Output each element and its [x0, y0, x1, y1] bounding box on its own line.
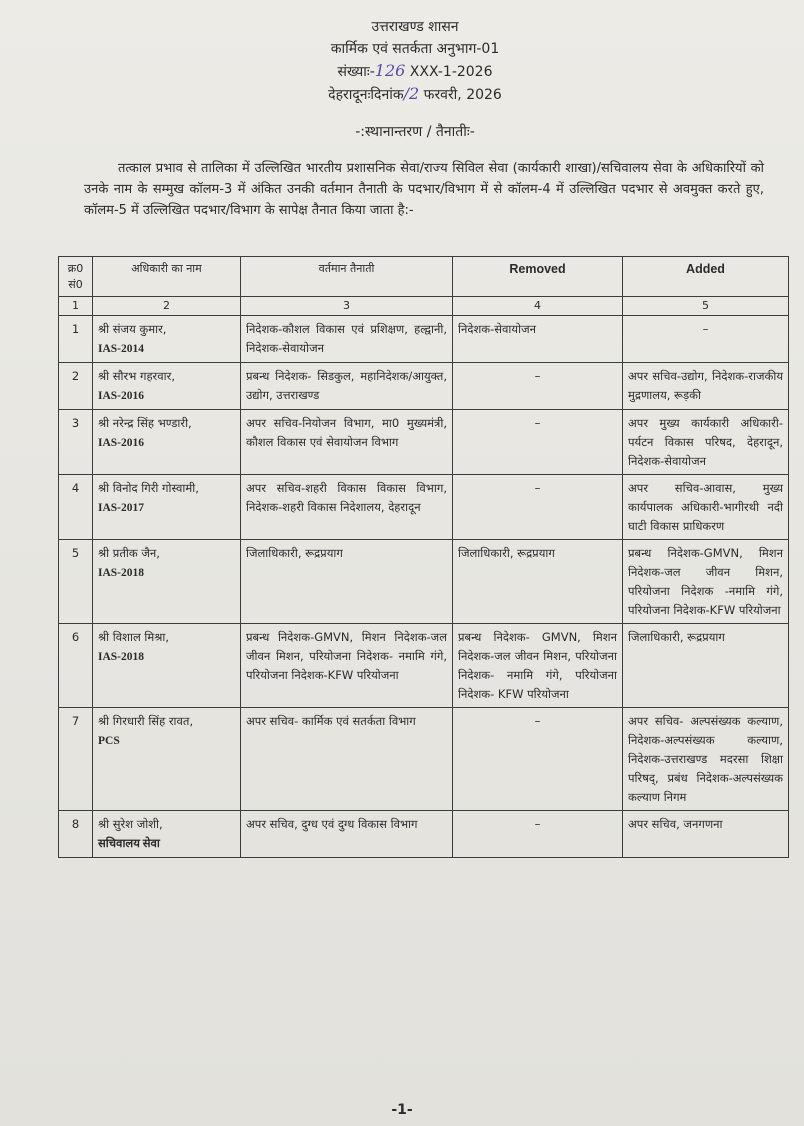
added-charge: जिलाधिकारी, रूद्रप्रयाग — [623, 624, 789, 708]
serial-number: 3 — [59, 410, 93, 475]
current-posting: प्रबन्ध निदेशक-GMVN, मिशन निदेशक-जल जीवन मिशन, परियोजना निदेशक- नमामि गंगे, परियोजना निदेशक-KFW परियोजना — [241, 624, 453, 708]
officer-cell — [93, 410, 241, 475]
removed-charge: निदेशक-सेवायोजन — [453, 316, 623, 363]
removed-charge: – — [453, 475, 623, 540]
officer-cadre: IAS-2016 — [98, 437, 145, 449]
officer-cell — [93, 540, 241, 624]
added-charge: अपर सचिव-उद्योग, निदेशक-राजकीय मुद्रणालय, रूड़की — [623, 363, 789, 410]
table-row — [59, 316, 789, 363]
officer-cadre: सचिवालय सेवा — [98, 838, 160, 850]
table-row — [59, 708, 789, 811]
current-posting: निदेशक-कौशल विकास एवं प्रशिक्षण, हल्द्वानी, निदेशक-सेवायोजन — [241, 316, 453, 363]
officer-cadre: IAS-2014 — [98, 343, 145, 355]
serial-number: 4 — [59, 475, 93, 540]
number-label: संख्याः- — [337, 64, 375, 80]
serial-number: 2 — [59, 363, 93, 410]
column-number: 5 — [623, 297, 789, 316]
officer-cell — [93, 708, 241, 811]
removed-charge: – — [453, 708, 623, 811]
letter-header — [300, 16, 530, 106]
officer-cell — [93, 624, 241, 708]
removed-charge: – — [453, 410, 623, 475]
department-name: कार्मिक एवं सतर्कता अनुभाग-01 — [330, 41, 500, 57]
officer-cadre: IAS-2017 — [98, 502, 145, 514]
serial-number: 5 — [59, 540, 93, 624]
government-name: उत्तराखण्ड शासन — [371, 19, 459, 35]
added-charge: अपर सचिव- अल्पसंख्यक कल्याण, निदेशक-अल्पसंख्यक कल्याण, निदेशक-उत्तराखण्ड मदरसा शिक्षा परिषद्, प्रबंध निदेशक-अल्पसंख्यक कल्याण निगम — [623, 708, 789, 811]
handwritten-number: 126 — [374, 61, 406, 80]
officer-name: श्री विनोद गिरी गोस्वामी, — [98, 481, 199, 495]
transfer-table — [58, 256, 789, 858]
added-charge: – — [623, 316, 789, 363]
intro-paragraph: तत्काल प्रभाव से तालिका में उल्लिखित भारतीय प्रशासनिक सेवा/राज्य सिविल सेवा (कार्यकारी शाखा)/सचिवालय सेवा के अधिकारियों को उनके नाम के सम्मुख कॉलम-3 में अंकित उनकी वर्तमान तैनाती के पदभार/विभाग में से कॉलम-4 में उल्लिखित पदभार से अवमुक्त करते हुए, कॉलम-5 में उल्लिखित पदभार/विभाग के सापेक्ष तैनात किया जाता है:- — [84, 161, 764, 218]
page-number: -1- — [391, 1102, 413, 1118]
header-serial: क्र0 सं0 — [59, 257, 93, 297]
added-charge: अपर सचिव-आवास, मुख्य कार्यपालक अधिकारी-भागीरथी नदी घाटी विकास प्राधिकरण — [623, 475, 789, 540]
serial-number: 7 — [59, 708, 93, 811]
added-charge: अपर मुख्य कार्यकारी अधिकारी-पर्यटन विकास परिषद, देहरादून, निदेशक-सेवायोजन — [623, 410, 789, 475]
serial-number: 1 — [59, 316, 93, 363]
officer-name: श्री सुरेश जोशी, — [98, 817, 163, 831]
officer-name: श्री सौरभ गहरवार, — [98, 369, 175, 383]
added-charge: प्रबन्ध निदेशक-GMVN, मिशन निदेशक-जल जीवन मिशन, परियोजना निदेशक -नमामि गंगे, परियोजना निदेशक-KFW परियोजना — [623, 540, 789, 624]
serial-number: 8 — [59, 811, 93, 858]
column-number: 1 — [59, 297, 93, 316]
number-suffix: XXX-1-2026 — [409, 64, 493, 80]
officer-name: श्री विशाल मिश्रा, — [98, 630, 170, 644]
officer-name: श्री प्रतीक जैन, — [98, 546, 160, 560]
header-current-posting: वर्तमान तैनाती — [241, 257, 453, 297]
table-row — [59, 624, 789, 708]
table-header-row — [59, 257, 789, 297]
officer-cell — [93, 363, 241, 410]
column-number: 4 — [453, 297, 623, 316]
column-number-row — [59, 297, 789, 316]
letter-number — [300, 60, 530, 83]
column-number: 2 — [93, 297, 241, 316]
removed-charge: जिलाधिकारी, रूद्रप्रयाग — [453, 540, 623, 624]
serial-number: 6 — [59, 624, 93, 708]
officer-cadre: IAS-2018 — [98, 651, 145, 663]
letter-date — [300, 83, 530, 106]
subject-line: -:स्थानान्तरण / तैनातीः- — [355, 124, 475, 140]
column-number: 3 — [241, 297, 453, 316]
handwritten-date: /2 — [403, 84, 420, 103]
officer-cell — [93, 811, 241, 858]
officer-cadre: PCS — [98, 735, 120, 747]
officer-cadre: IAS-2018 — [98, 567, 145, 579]
officer-name: श्री गिरधारी सिंह रावत, — [98, 714, 194, 728]
officer-cell — [93, 316, 241, 363]
current-posting: अपर सचिव- कार्मिक एवं सतर्कता विभाग — [241, 708, 453, 811]
officer-name: श्री नरेन्द्र सिंह भण्डारी, — [98, 416, 192, 430]
header-officer-name: अधिकारी का नाम — [93, 257, 241, 297]
table-row — [59, 410, 789, 475]
current-posting: अपर सचिव-नियोजन विभाग, मा0 मुख्यमंत्री, कौशल विकास एवं सेवायोजन विभाग — [241, 410, 453, 475]
current-posting: जिलाधिकारी, रूद्रप्रयाग — [241, 540, 453, 624]
removed-charge: – — [453, 363, 623, 410]
current-posting: अपर सचिव-शहरी विकास विकास विभाग, निदेशक-शहरी विकास निदेशालय, देहरादून — [241, 475, 453, 540]
current-posting: प्रबन्ध निदेशक- सिडकुल, महानिदेशक/आयुक्त, उद्योग, उत्तराखण्ड — [241, 363, 453, 410]
removed-charge: प्रबन्ध निदेशक- GMVN, मिशन निदेशक-जल जीवन मिशन, परियोजना निदेशक- नमामि गंगे, परियोजना निदेशक- KFW परियोजना — [453, 624, 623, 708]
table-row — [59, 811, 789, 858]
header-removed: Removed — [453, 257, 623, 297]
current-posting: अपर सचिव, दुग्ध एवं दुग्ध विकास विभाग — [241, 811, 453, 858]
table-row — [59, 363, 789, 410]
officer-name: श्री संजय कुमार, — [98, 322, 167, 336]
table-row — [59, 540, 789, 624]
date-suffix: फरवरी, 2026 — [423, 87, 502, 103]
header-added: Added — [623, 257, 789, 297]
officer-cadre: IAS-2016 — [98, 390, 145, 402]
added-charge: अपर सचिव, जनगणना — [623, 811, 789, 858]
table-row — [59, 475, 789, 540]
officer-cell — [93, 475, 241, 540]
removed-charge: – — [453, 811, 623, 858]
date-label: देहरादूनःदिनांक — [328, 87, 404, 103]
